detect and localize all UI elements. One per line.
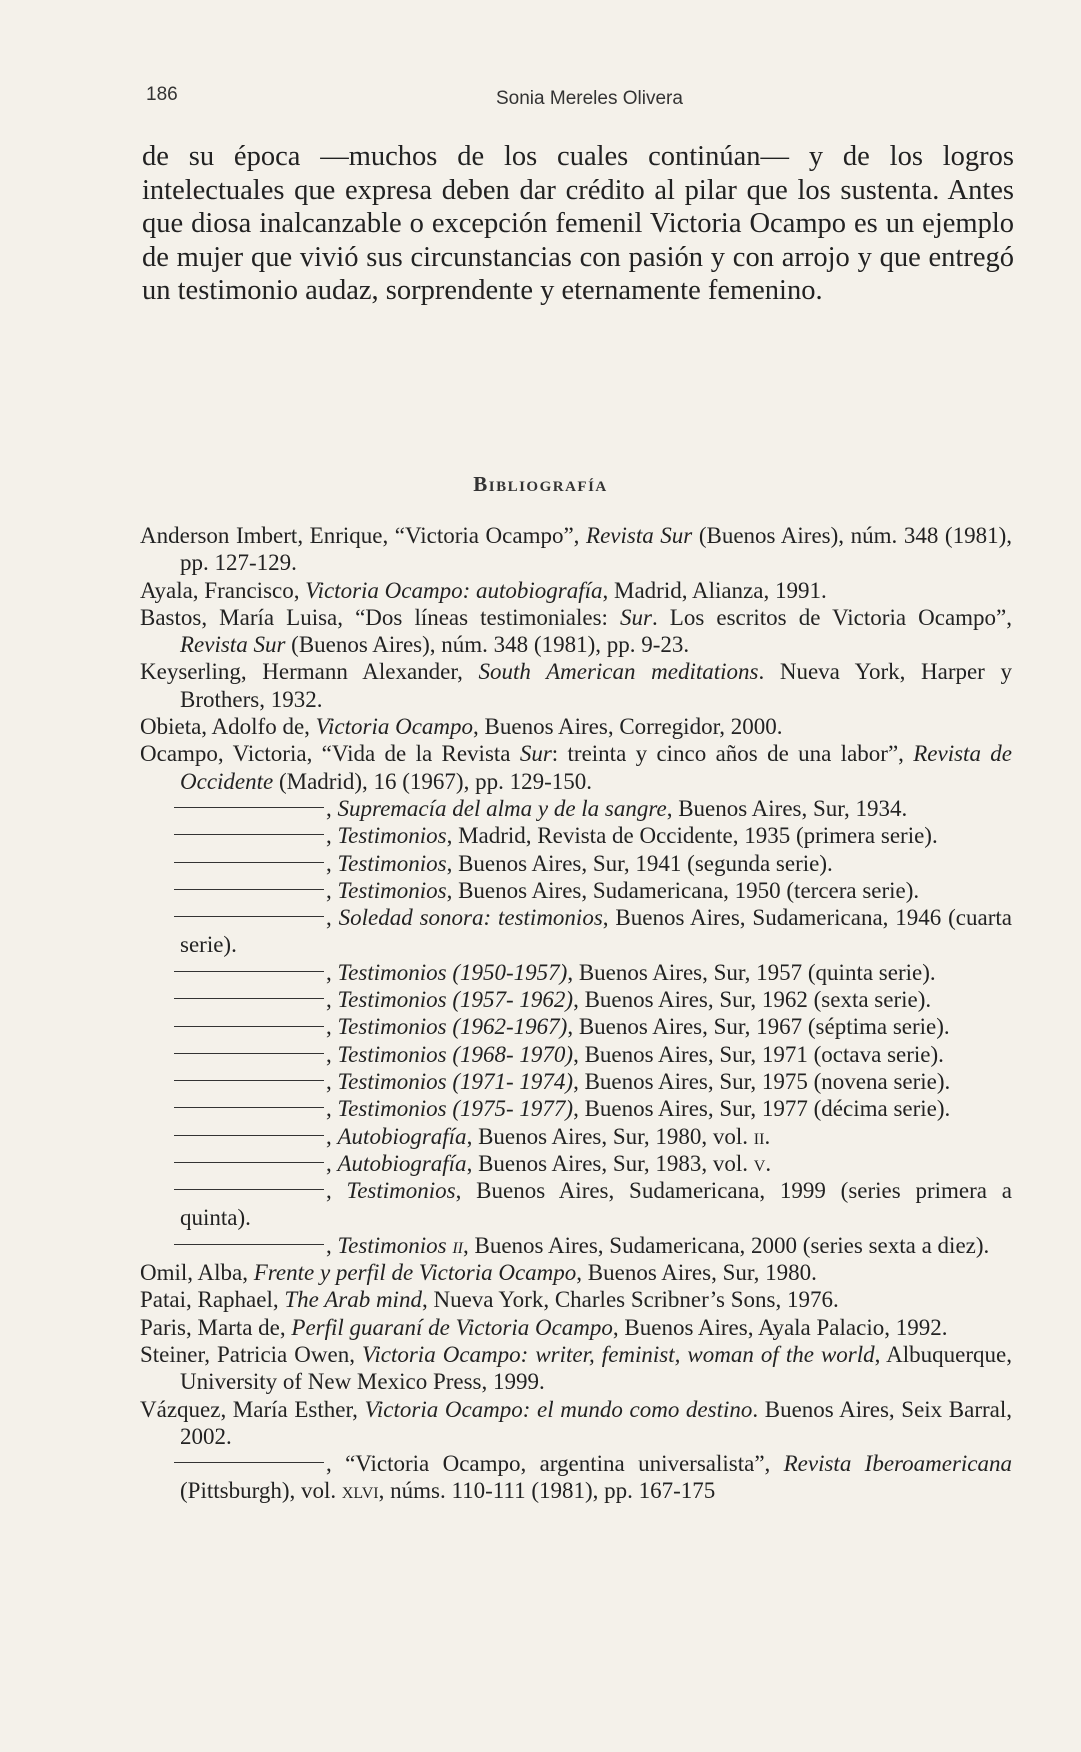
bibliography-entry bbox=[140, 904, 1012, 959]
entry-text: , Buenos Aires, Sur, 1977 (décima serie). bbox=[573, 1096, 951, 1122]
entry-text: Vázquez, María Esther, bbox=[140, 1396, 365, 1422]
entry-text: , bbox=[326, 1150, 338, 1176]
entry-text: , bbox=[326, 1096, 338, 1122]
entry-text: Obieta, Adolfo de, bbox=[140, 714, 316, 740]
entry-text: , Albuquerque, University of New Mexico Press, 1999. bbox=[180, 1341, 1012, 1395]
entry-title: Victoria Ocampo: autobiografía bbox=[305, 577, 603, 603]
bibliography-entry bbox=[140, 850, 1012, 877]
entry-text: , Buenos Aires, Sur, 1962 (sexta serie). bbox=[573, 987, 932, 1013]
entry-text: , Buenos Aires, Sudamericana, 1999 (series primera a quinta). bbox=[180, 1178, 1012, 1231]
entry-text: , bbox=[326, 905, 339, 931]
entry-title: Testimonios (1957- 1962) bbox=[337, 987, 574, 1013]
entry-text: , Buenos Aires, Sur, 1934. bbox=[666, 795, 908, 821]
entry-text: , bbox=[326, 1041, 338, 1067]
entry-text: , Buenos Aires, Sudamericana, 2000 (series sexta a diez). bbox=[462, 1232, 990, 1258]
entry-text: Steiner, Patricia Owen, bbox=[140, 1341, 363, 1367]
bibliography-entry bbox=[140, 986, 1012, 1013]
entry-text: . Los escritos de Victoria Ocampo”, bbox=[651, 604, 1012, 630]
entry-title: Supremacía del alma y de la sangre bbox=[337, 795, 667, 821]
entry-text: , Buenos Aires, Sudamericana, 1946 (cuarta serie). bbox=[180, 905, 1012, 958]
entry-text: , bbox=[326, 1232, 338, 1258]
bibliography-entry bbox=[140, 1341, 1012, 1396]
entry-text: Ocampo, Victoria, “Vida de la Revista bbox=[140, 741, 520, 767]
repeated-author-dash bbox=[174, 807, 324, 808]
entry-text: Bastos, María Luisa, “Dos líneas testimoniales: bbox=[140, 604, 620, 630]
entry-title: Autobiografía bbox=[337, 1123, 467, 1149]
bibliography-entry bbox=[140, 1314, 1012, 1341]
entry-title: South American meditations bbox=[478, 659, 759, 685]
closing-paragraph: de su época —muchos de los cuales continúan— y de los logros intelectuales que expresa deben dar crédito al pilar que los sustenta. Antes que diosa inalcanzable o excepción femenil Victoria Ocampo es un ejemplo de mujer que vivió sus circunstancias con pasión y con arrojo y que entregó un testimonio audaz, sorprendente y eternamente femenino. bbox=[142, 141, 1014, 306]
bibliography-entry bbox=[140, 959, 1012, 986]
entry-text: , Buenos Aires, Sur, 1980. bbox=[576, 1260, 817, 1286]
entry-title: Testimonios bbox=[346, 1178, 456, 1204]
entry-text: Anderson Imbert, Enrique, “Victoria Ocampo”, bbox=[140, 523, 587, 548]
entry-text: Patai, Raphael, bbox=[140, 1287, 285, 1313]
running-head: Sonia Mereles Olivera bbox=[496, 88, 683, 109]
bibliography-heading: Bibliografía bbox=[473, 472, 608, 496]
entry-title: Frente y perfil de Victoria Ocampo bbox=[253, 1260, 577, 1286]
bibliography-entry bbox=[140, 1095, 1012, 1122]
repeated-author-dash bbox=[174, 1135, 324, 1136]
entry-volume: ii bbox=[753, 1123, 765, 1149]
entry-title: Perfil guaraní de Victoria Ocampo bbox=[291, 1314, 613, 1340]
entry-text: , bbox=[326, 1014, 338, 1040]
repeated-author-dash bbox=[174, 916, 324, 917]
entry-title: Testimonios bbox=[337, 850, 447, 876]
repeated-author-dash bbox=[174, 1053, 324, 1054]
entry-text: Paris, Marta de, bbox=[140, 1314, 292, 1340]
entry-title: Testimonios bbox=[337, 1232, 453, 1258]
bibliography-entry bbox=[140, 1232, 1012, 1259]
entry-text: , Madrid, Revista de Occidente, 1935 (primera serie). bbox=[446, 823, 938, 849]
repeated-author-dash bbox=[174, 1026, 324, 1027]
bibliography-entry bbox=[140, 1041, 1012, 1068]
repeated-author-dash bbox=[174, 862, 324, 863]
entry-title: The Arab mind bbox=[284, 1287, 422, 1313]
repeated-author-dash bbox=[174, 889, 324, 890]
bibliography-entry bbox=[140, 713, 1012, 740]
entry-text: (Buenos Aires), núm. 348 (1981), pp. 9-23. bbox=[285, 632, 690, 658]
entry-text: , Buenos Aires, Corregidor, 2000. bbox=[473, 714, 783, 740]
bibliography-list bbox=[140, 522, 1012, 1505]
entry-volume: v bbox=[753, 1150, 766, 1176]
repeated-author-dash bbox=[174, 1162, 324, 1163]
bibliography-entry bbox=[140, 1259, 1012, 1286]
entry-title: Revista de Occidente bbox=[180, 741, 1012, 794]
bibliography-entry bbox=[140, 1150, 1012, 1177]
bibliography-entry bbox=[140, 1068, 1012, 1095]
entry-title: Soledad sonora: testimonios bbox=[338, 905, 603, 931]
entry-title: Testimonios bbox=[337, 877, 447, 903]
repeated-author-dash bbox=[174, 1189, 324, 1190]
entry-title: Testimonios (1968- 1970) bbox=[337, 1041, 574, 1067]
entry-title: Victoria Ocampo: el mundo como destino bbox=[364, 1396, 753, 1422]
entry-text: (Buenos Aires), núm. 348 (1981), pp. 127-129. bbox=[180, 523, 1012, 576]
entry-title: Testimonios bbox=[337, 823, 447, 849]
bibliography-entry bbox=[140, 795, 1012, 822]
repeated-author-dash bbox=[174, 1244, 324, 1245]
entry-title: Autobiografía bbox=[337, 1150, 467, 1176]
entry-title: Revista Sur bbox=[586, 523, 693, 548]
bibliography-entry bbox=[140, 1286, 1012, 1313]
entry-text: Omil, Alba, bbox=[140, 1260, 254, 1286]
entry-text: , Buenos Aires, Sudamericana, 1950 (tercera serie). bbox=[446, 877, 920, 903]
entry-text: , núms. 110-111 (1981), pp. 167-175 bbox=[378, 1478, 716, 1504]
entry-text: (Madrid), 16 (1967), pp. 129-150. bbox=[273, 768, 592, 794]
entry-text: . bbox=[764, 1123, 771, 1149]
entry-text: (Pittsburgh), vol. bbox=[180, 1478, 342, 1504]
entry-title: Victoria Ocampo: writer, feminist, woman of the world bbox=[362, 1341, 875, 1367]
entry-text: , bbox=[326, 987, 338, 1013]
entry-title: Testimonios (1962-1967) bbox=[337, 1014, 568, 1040]
bibliography-entry bbox=[140, 877, 1012, 904]
entry-text: , Buenos Aires, Sur, 1941 (segunda serie). bbox=[446, 850, 833, 876]
entry-text: , Buenos Aires, Sur, 1980, vol. bbox=[466, 1123, 754, 1149]
entry-title: Testimonios (1971- 1974) bbox=[337, 1068, 574, 1094]
entry-volume: ii bbox=[452, 1232, 463, 1258]
entry-text: . bbox=[765, 1150, 772, 1176]
bibliography-entry bbox=[140, 604, 1012, 659]
entry-text: , “Victoria Ocampo, argentina universalista”, bbox=[326, 1451, 784, 1477]
entry-text: , bbox=[326, 1178, 347, 1204]
entry-title: Revista Iberoamericana bbox=[783, 1451, 1012, 1477]
entry-text: , Buenos Aires, Ayala Palacio, 1992. bbox=[612, 1314, 948, 1340]
entry-title: Sur bbox=[620, 604, 652, 630]
entry-text: , Buenos Aires, Sur, 1957 (quinta serie). bbox=[567, 959, 936, 985]
repeated-author-dash bbox=[174, 1462, 324, 1463]
entry-text: , bbox=[326, 959, 338, 985]
bibliography-entry bbox=[140, 522, 1012, 577]
entry-volume: xlvi bbox=[341, 1478, 379, 1504]
repeated-author-dash bbox=[174, 971, 324, 972]
entry-text: , bbox=[326, 850, 338, 876]
entry-text: , Buenos Aires, Sur, 1983, vol. bbox=[466, 1150, 754, 1176]
entry-text: Keyserling, Hermann Alexander, bbox=[140, 659, 479, 685]
entry-text: , Nueva York, Charles Scribner’s Sons, 1976. bbox=[421, 1287, 839, 1313]
entry-text: , bbox=[326, 1123, 338, 1149]
entry-text: : treinta y cinco años de una labor”, bbox=[551, 741, 914, 767]
entry-text: Ayala, Francisco, bbox=[140, 577, 306, 603]
entry-text: , bbox=[326, 1068, 338, 1094]
entry-title: Sur bbox=[519, 741, 552, 767]
repeated-author-dash bbox=[174, 1080, 324, 1081]
entry-title: Testimonios (1975- 1977) bbox=[337, 1096, 574, 1122]
entry-text: , Madrid, Alianza, 1991. bbox=[602, 577, 827, 603]
entry-title: Victoria Ocampo bbox=[315, 714, 474, 740]
bibliography-entry bbox=[140, 1450, 1012, 1505]
bibliography-entry bbox=[140, 577, 1012, 604]
entry-title: Revista Sur bbox=[180, 632, 286, 658]
bibliography-entry bbox=[140, 740, 1012, 795]
page-header bbox=[146, 84, 1012, 114]
page-number: 186 bbox=[146, 84, 178, 105]
repeated-author-dash bbox=[174, 834, 324, 835]
bibliography-entry bbox=[140, 1396, 1012, 1451]
repeated-author-dash bbox=[174, 1107, 324, 1108]
entry-text: , Buenos Aires, Sur, 1975 (novena serie). bbox=[573, 1068, 951, 1094]
entry-text: , bbox=[326, 823, 338, 849]
bibliography-entry bbox=[140, 1013, 1012, 1040]
bibliography-entry bbox=[140, 822, 1012, 849]
entry-text: . Buenos Aires, Seix Barral, 2002. bbox=[180, 1396, 1012, 1449]
entry-title: Testimonios (1950-1957) bbox=[337, 959, 568, 985]
repeated-author-dash bbox=[174, 998, 324, 999]
bibliography-entry bbox=[140, 658, 1012, 713]
entry-text: . Nueva York, Harper y Brothers, 1932. bbox=[180, 659, 1012, 712]
bibliography-entry bbox=[140, 1123, 1012, 1150]
entry-text: , bbox=[326, 877, 338, 903]
entry-text: , bbox=[326, 795, 338, 821]
bibliography-entry bbox=[140, 1177, 1012, 1232]
entry-text: , Buenos Aires, Sur, 1971 (octava serie). bbox=[573, 1041, 944, 1067]
entry-text: , Buenos Aires, Sur, 1967 (séptima serie). bbox=[567, 1014, 950, 1040]
